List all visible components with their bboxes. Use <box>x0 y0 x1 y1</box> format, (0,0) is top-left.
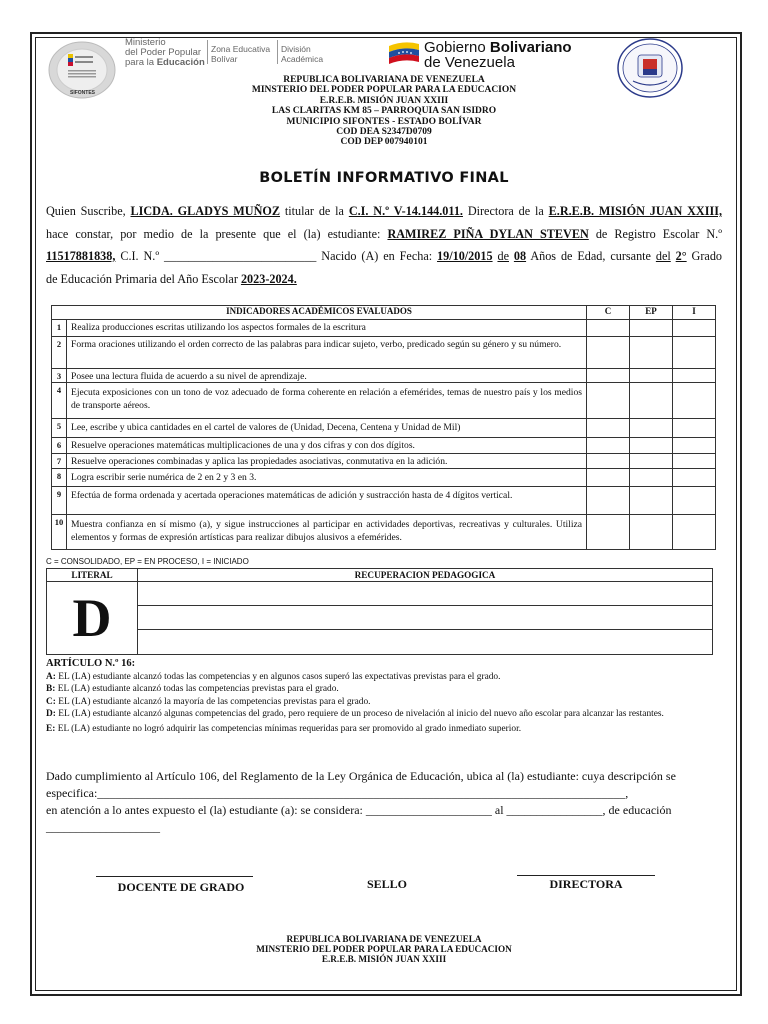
indicators-header-row <box>52 306 716 320</box>
docente-label: DOCENTE DE GRADO <box>117 880 245 894</box>
cell-i[interactable] <box>673 383 716 419</box>
cell-ep[interactable] <box>630 320 673 337</box>
student-grade: 2° <box>675 249 687 263</box>
recovery-line-3[interactable] <box>138 630 713 655</box>
cell-c[interactable] <box>587 515 630 550</box>
school-seal-icon <box>615 37 685 104</box>
footer <box>184 934 584 965</box>
cell-i[interactable] <box>673 487 716 515</box>
zona-educativa: Zona Educativa Bolívar <box>211 44 271 64</box>
cell-i[interactable] <box>673 369 716 383</box>
cell-i[interactable] <box>673 320 716 337</box>
article-item-d: D: EL (LA) estudiante alcanzó algunas competencias del grado, pero requiere de un proceso de nivelación al inicio del nuevo año escolar para alcanzar las restantes. <box>46 709 664 720</box>
recovery-line-2[interactable] <box>138 606 713 630</box>
registro-escolar: 11517881838, <box>46 249 116 263</box>
cell-c[interactable] <box>587 419 630 438</box>
recovery-table <box>46 568 713 655</box>
ministerio-line1: Ministerio <box>125 37 166 48</box>
cell-c[interactable] <box>587 487 630 515</box>
cell-i[interactable] <box>673 337 716 369</box>
logo-divider-2 <box>277 40 278 64</box>
header-line-5: MUNICIPIO SIFONTES - ESTADO BOLÍVAR <box>286 116 482 127</box>
footer-line-3: E.R.E.B. MISIÓN JUAN XXIII <box>321 954 447 965</box>
cell-ep[interactable] <box>630 383 673 419</box>
col-header-c: C <box>587 306 630 320</box>
header-line-1: REPUBLICA BOLIVARIANA DE VENEZUELA <box>283 75 485 85</box>
article-item-e: E: EL (LA) estudiante no logró adquirir las competencias mínimas requeridas para ser promovido al grado inmediato superior. <box>46 723 522 734</box>
indicators-table <box>51 305 716 550</box>
table-row: 4 Ejecuta exposiciones con un tono de voz adecuado de forma coherente en relación a efemérides, temas de nuestro país y los medios de transporte aéreos. <box>52 383 716 419</box>
cell-i[interactable] <box>673 419 716 438</box>
cell-c[interactable] <box>587 369 630 383</box>
table-row: 9 Efectúa de forma ordenada y acertada operaciones matemáticas de adición y sustracción hasta de 4 dígitos vertical. <box>52 487 716 515</box>
venezuela-flag-icon <box>387 38 421 73</box>
ministerio-badge: SIFONTES <box>70 90 96 96</box>
header-line-7: COD DEP 007940101 <box>340 137 428 148</box>
table-row: 3 Posee una lectura fluida de acuerdo a su nivel de aprendizaje. <box>52 369 716 383</box>
student-age: 08 <box>513 249 527 263</box>
ministerio-line2: del Poder Popular <box>125 47 202 58</box>
student-name: RAMIREZ PIÑA DYLAN STEVEN <box>387 226 589 241</box>
table-row: 1 Realiza producciones escritas utilizando los aspectos formales de la escritura <box>52 320 716 337</box>
recovery-header: RECUPERACION PEDAGOGICA <box>138 569 713 582</box>
birth-date: 19/10/2015 <box>437 249 493 263</box>
sello-label: SELLO <box>366 877 408 891</box>
cell-ep[interactable] <box>630 337 673 369</box>
col-header-i: I <box>673 306 716 320</box>
cell-c[interactable] <box>587 383 630 419</box>
recovery-line-1[interactable] <box>138 582 713 606</box>
ministerio-line3: para la Educación <box>125 57 205 68</box>
director-name: LICDA. GLADYS MUÑOZ <box>130 204 281 218</box>
indicators-header: INDICADORES ACADÉMICOS EVALUADOS <box>52 306 587 320</box>
institution-header <box>184 75 584 148</box>
cell-c[interactable] <box>587 438 630 454</box>
cell-ep[interactable] <box>630 438 673 454</box>
intro-paragraph: Quien Suscribe, LICDA. GLADYS MUÑOZ titular de la C.I. N.º V-14.144.011. Directora de la E.R.E.B. MISIÓN JUAN XXIII, hace constar, por medio de la presente que el (la) estudiante: RAMIREZ PIÑA DYLAN STEVEN de Registro Escolar N.º 11517881838, C.I. N.º _________________________ Nacido (A) en Fecha: 19/10/2015 de 08 Años de Edad, cursante del 2° Grado de Educación Primaria del Año Escolar 2023-2024. <box>46 204 723 286</box>
cell-ep[interactable] <box>630 369 673 383</box>
cell-ep[interactable] <box>630 419 673 438</box>
docente-signature-line <box>96 876 253 877</box>
cell-c[interactable] <box>587 320 630 337</box>
literal-header: LITERAL <box>47 569 138 582</box>
footer-line-1: REPUBLICA BOLIVARIANA DE VENEZUELA <box>286 934 482 944</box>
article-title: ARTÍCULO N.º 16: <box>46 658 136 669</box>
article-item-c: C: EL (LA) estudiante alcanzó la mayoría de las competencias previstas para el grado. <box>46 696 371 707</box>
article-item-b: B: EL (LA) estudiante alcanzó todas las competencias previstas para el grado. <box>46 684 339 695</box>
table-row: 5 Lee, escribe y ubica cantidades en el cartel de valores de (Unidad, Decena, Centena y Unidad de Mil) <box>52 419 716 438</box>
document-title: BOLETÍN INFORMATIVO FINAL <box>259 170 509 186</box>
table-row: 2 Forma oraciones utilizando el orden correcto de las palabras para indicar sujeto, verbo, predicado según su género y su número. <box>52 337 716 369</box>
ministerio-seal <box>46 40 118 102</box>
header-line-3: E.R.E.B. MISIÓN JUAN XXIII <box>319 95 449 106</box>
table-row: 7 Resuelve operaciones combinadas y aplica las propiedades asociativas, conmutativa en la adición. <box>52 454 716 469</box>
cell-ep[interactable] <box>630 469 673 487</box>
article-16 <box>46 658 722 736</box>
cell-c[interactable] <box>587 454 630 469</box>
table-row: 8 Logra escribir serie numérica de 2 en 2 y 3 en 3. <box>52 469 716 487</box>
article-item-a: A: EL (LA) estudiante alcanzó todas las competencias y en algunos casos superó las expectativas previstas para el grado. <box>46 671 501 682</box>
division-academica: División Académica <box>281 44 324 64</box>
cell-i[interactable] <box>673 454 716 469</box>
logo-divider-1 <box>207 40 208 64</box>
director-ci: C.I. N.º V-14.144.011. <box>348 204 463 218</box>
table-row: 10 Muestra confianza en sí mismo (a), y sigue instrucciones al participar en actividades deportivas, recreativas y culturales. Utiliza elementos y formas de expresión artísticas para realizar dibujos alusivos a efemérides. <box>52 515 716 550</box>
footer-line-2: MINSTERIO DEL PODER POPULAR PARA LA EDUCACION <box>256 944 512 955</box>
school-year: 2023-2024. <box>240 271 297 286</box>
header-line-6: COD DEA S2347D0709 <box>336 127 432 138</box>
cell-ep[interactable] <box>630 515 673 550</box>
grade-legend: C = CONSOLIDADO, EP = EN PROCESO, I = INICIADO <box>46 557 249 566</box>
cell-i[interactable] <box>673 469 716 487</box>
gobierno-wordmark: Gobierno Bolivariano de Venezuela <box>424 39 572 71</box>
col-header-ep: EP <box>630 306 673 320</box>
cell-i[interactable] <box>673 438 716 454</box>
directora-label: DIRECTORA <box>549 877 623 891</box>
cell-ep[interactable] <box>630 454 673 469</box>
header-line-4: LAS CLARITAS KM 85 – PARROQUIA SAN ISIDRO <box>271 106 497 117</box>
directora-signature-line <box>517 875 655 876</box>
ministerio-wordmark <box>125 38 205 68</box>
cell-ep[interactable] <box>630 487 673 515</box>
table-row: 6 Resuelve operaciones matemáticas multiplicaciones de una y dos cifras y con dos dígitos. <box>52 438 716 454</box>
cell-c[interactable] <box>587 469 630 487</box>
header-line-2: MINSTERIO DEL PODER POPULAR PARA LA EDUCACION <box>251 85 517 96</box>
school-name: E.R.E.B. MISIÓN JUAN XXIII, <box>548 204 722 218</box>
ci-blank: _________________________ <box>164 249 317 263</box>
cell-i[interactable] <box>673 515 716 550</box>
cell-c[interactable] <box>587 337 630 369</box>
final-literal-grade: D <box>47 582 138 655</box>
compliance-paragraph: Dado cumplimiento al Artículo 106, del Reglamento de la Ley Orgánica de Educación, ubica al (la) estudiante: cuya descripción se especifica:________________________________________________________________________________________, en atención a lo antes expuesto el (la) estudiante (a): se considera: _____________________ al ________________, de educación ___________________ <box>46 769 676 834</box>
